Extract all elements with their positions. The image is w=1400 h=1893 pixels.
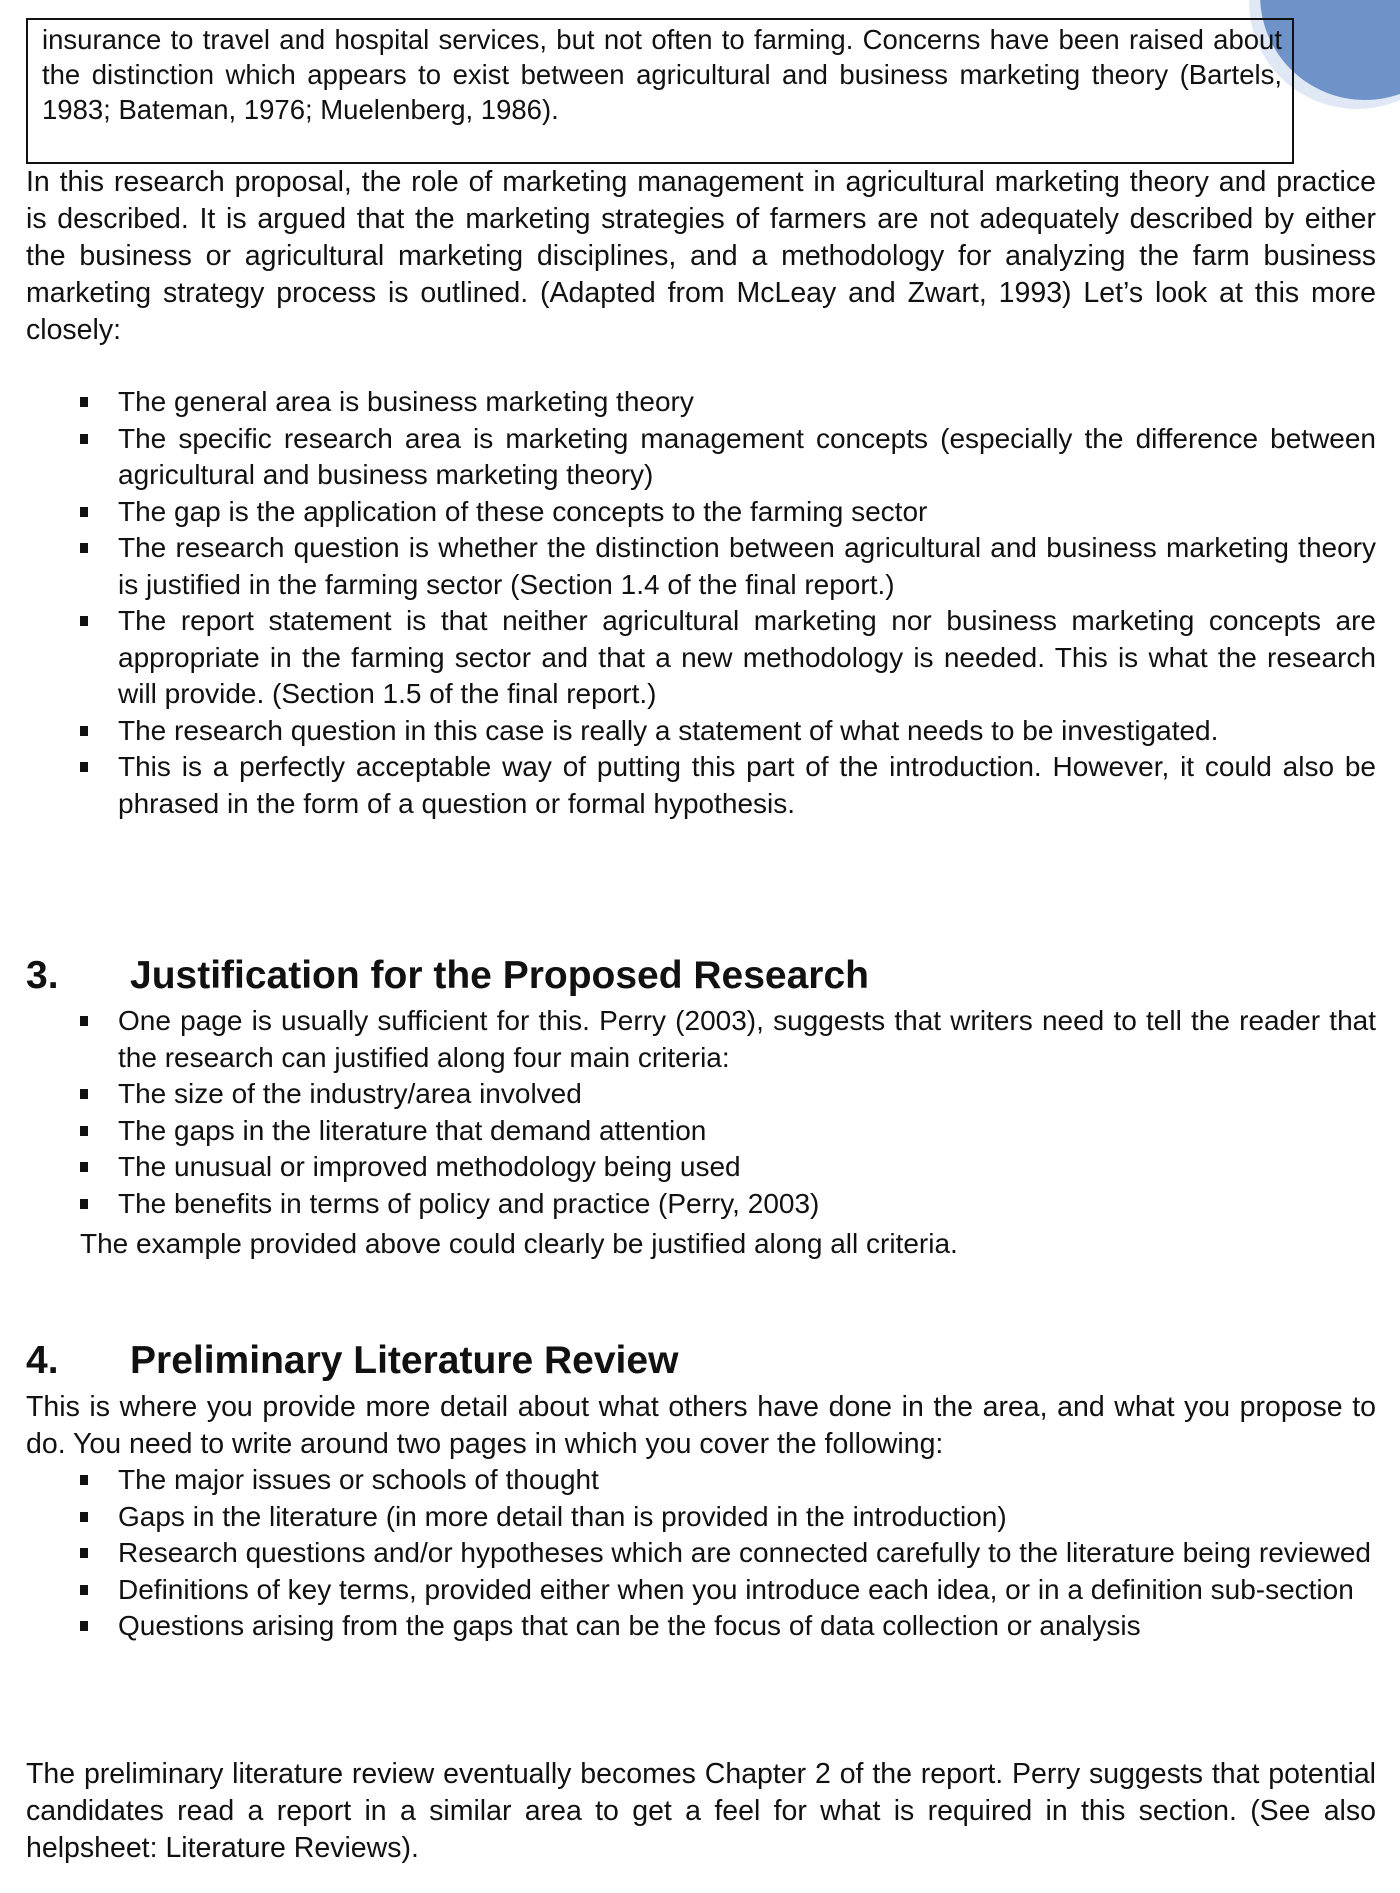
section-4-intro: This is where you provide more detail about what others have done in the area, and what you propose to do. You need to write around two pages in which you cover the following: xyxy=(26,1391,1376,1460)
section-3-closing: The example provided above could clearly be justified along all criteria. xyxy=(80,1228,958,1259)
section-4-title: Preliminary Literature Review xyxy=(130,1339,679,1382)
list-item: Gaps in the literature (in more detail than is provided in the introduction) xyxy=(80,1499,1376,1536)
list-item: The research question in this case is really a statement of what needs to be investigated. xyxy=(80,713,1376,750)
bullet-icon xyxy=(80,1126,88,1136)
bullet-icon xyxy=(80,726,88,736)
section-3-title: Justification for the Proposed Research xyxy=(130,954,870,997)
bullet-icon xyxy=(80,762,88,772)
section-4-closing: The preliminary literature review eventually becomes Chapter 2 of the report. Perry suggests that potential candidates read a report in a similar area to get a feel for what is required in this section. (See also helpsheet: Literature Reviews). xyxy=(26,1758,1376,1864)
list-item: Questions arising from the gaps that can be the focus of data collection or analysis xyxy=(80,1608,1376,1645)
bullet-icon xyxy=(80,434,88,444)
bullet-icon xyxy=(80,1199,88,1209)
bullet-icon xyxy=(80,543,88,553)
list-item: Definitions of key terms, provided either when you introduce each idea, or in a definition sub-section xyxy=(80,1572,1376,1609)
list-item: The gap is the application of these concepts to the farming sector xyxy=(80,494,1376,531)
bullet-icon xyxy=(80,616,88,626)
list-item: The research question is whether the distinction between agricultural and business marketing theory is justified in the farming sector (Section 1.4 of the final report.) xyxy=(80,530,1376,603)
bullet-icon xyxy=(80,1475,88,1485)
bullet-icon xyxy=(80,507,88,517)
list-item: This is a perfectly acceptable way of putting this part of the introduction. However, it could also be phrased in the form of a question or formal hypothesis. xyxy=(80,749,1376,822)
bullet-icon xyxy=(80,397,88,407)
list-item: Research questions and/or hypotheses which are connected carefully to the literature being reviewed xyxy=(80,1535,1376,1572)
list-item: The benefits in terms of policy and practice (Perry, 2003) xyxy=(80,1186,1376,1223)
bullet-icon xyxy=(80,1548,88,1558)
bullet-icon xyxy=(80,1016,88,1026)
section-4-heading xyxy=(26,1338,678,1384)
list-item: One page is usually sufficient for this. Perry (2003), suggests that writers need to tell the reader that the research can justified along four main criteria: xyxy=(80,1003,1376,1076)
section-4-number: 4. xyxy=(26,1339,59,1382)
bullet-icon xyxy=(80,1162,88,1172)
list-item: The report statement is that neither agricultural marketing nor business marketing concepts are appropriate in the farming sector and that a new methodology is needed. This is what the research will provide. (Section 1.5 of the final report.) xyxy=(80,603,1376,713)
intro-paragraph: In this research proposal, the role of marketing management in agricultural marketing theory and practice is described. It is argued that the marketing strategies of farmers are not adequately described by either the business or agricultural marketing disciplines, and a methodology for analyzing the farm business marketing strategy process is outlined. (Adapted from McLeay and Zwart, 1993) Let’s look at this more closely: xyxy=(26,166,1376,346)
bullet-icon xyxy=(80,1621,88,1631)
list-item: The gaps in the literature that demand attention xyxy=(80,1113,1376,1150)
section-3-bullet-list xyxy=(80,1003,1376,1222)
bullet-icon xyxy=(80,1585,88,1595)
list-item: The size of the industry/area involved xyxy=(80,1076,1376,1113)
list-item: The unusual or improved methodology being used xyxy=(80,1149,1376,1186)
intro-bullet-list xyxy=(80,384,1376,822)
section-4-bullet-list xyxy=(80,1462,1376,1645)
list-item: The specific research area is marketing management concepts (especially the difference between agricultural and business marketing theory) xyxy=(80,421,1376,494)
bullet-icon xyxy=(80,1512,88,1522)
list-item: The major issues or schools of thought xyxy=(80,1462,1376,1499)
boxed-quote xyxy=(26,18,1294,164)
bullet-icon xyxy=(80,1089,88,1099)
section-3-heading xyxy=(26,953,869,999)
section-3-number: 3. xyxy=(26,954,59,997)
boxed-quote-text: insurance to travel and hospital services, but not often to farming. Concerns have been raised about the distinction which appears to exist between agricultural and business marketing theory (Bartels, 1983; Bateman, 1976; Muelenberg, 1986). xyxy=(42,24,1282,125)
list-item: The general area is business marketing theory xyxy=(80,384,1376,421)
